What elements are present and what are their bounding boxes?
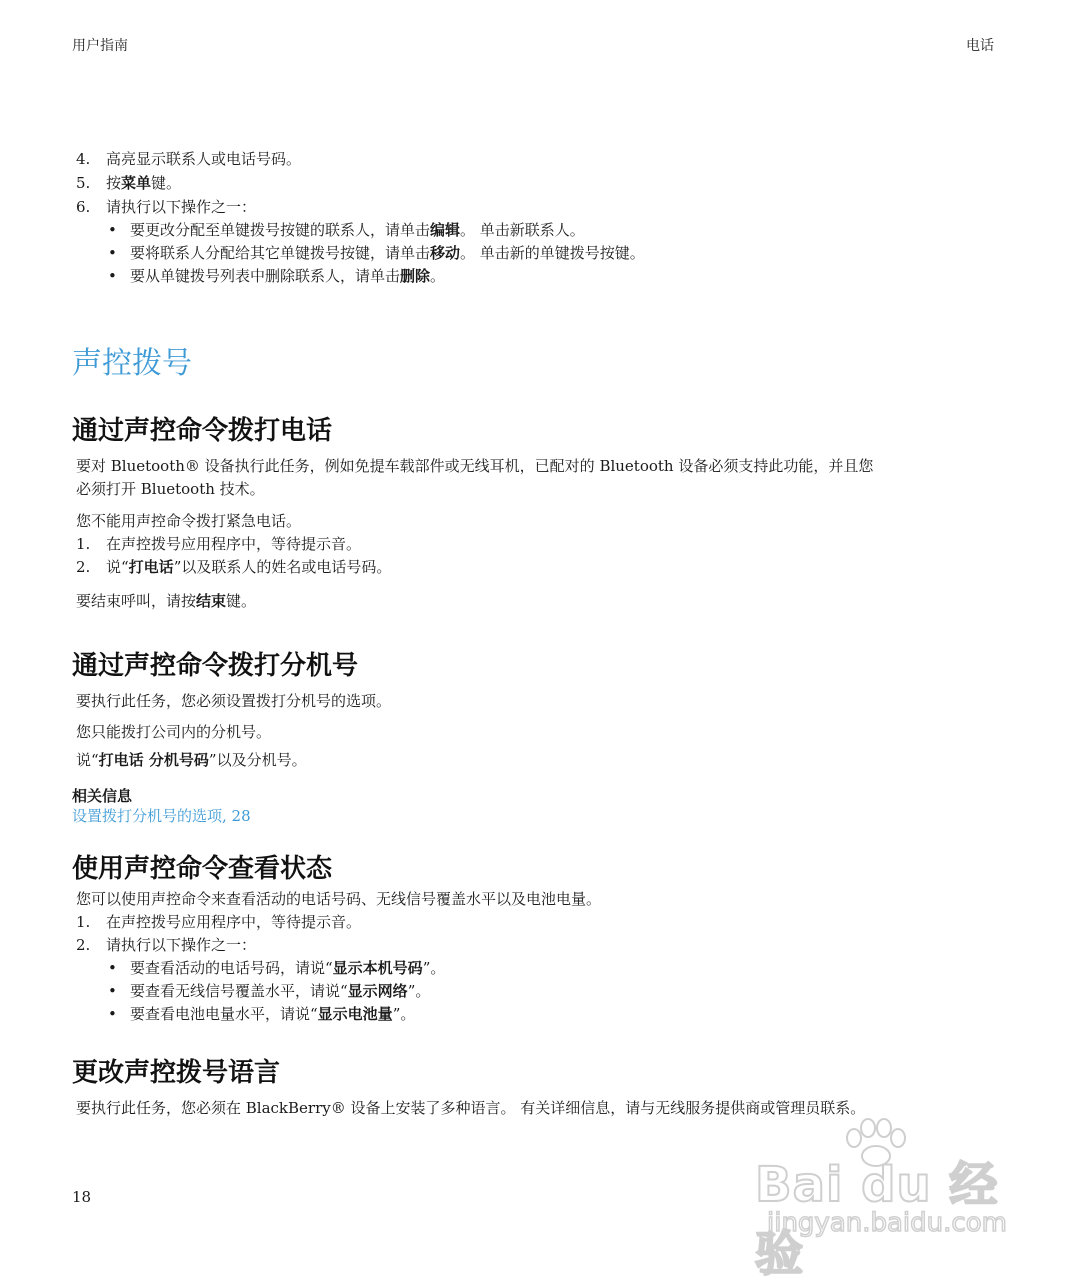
- header-chapter-title: 电话: [966, 38, 994, 54]
- list-item: 1. 在声控拨号应用程序中，等待提示音。: [76, 913, 362, 931]
- list-item: 2. 请执行以下操作之一：: [76, 936, 257, 954]
- bullet-icon: •: [108, 959, 117, 977]
- subsection-title: 通过声控命令拨打分机号: [72, 651, 359, 681]
- related-info-title: 相关信息: [72, 787, 133, 805]
- related-info-link[interactable]: 设置拨打分机号的选项, 28: [72, 807, 251, 825]
- paragraph-line: 要对 Bluetooth® 设备执行此任务，例如免提车载部件或无线耳机，已配对的 Bluetooth 设备必须支持此功能，并且您: [76, 457, 874, 475]
- bullet-item: • 要查看活动的电话号码，请说“显示本机号码”。: [108, 959, 446, 977]
- bullet-icon: •: [108, 221, 117, 239]
- section-title: 声控拨号: [72, 346, 192, 381]
- subsection-title: 更改声控拨号语言: [72, 1058, 281, 1088]
- bullet-item: • 要更改分配至单键拨号按键的联系人，请单击编辑。 单击新联系人。: [108, 221, 585, 239]
- watermark-url: jingyan.baidu.com: [767, 1208, 1007, 1238]
- paragraph: 您可以使用声控命令来查看活动的电话号码、无线信号覆盖水平以及电池电量。: [76, 890, 602, 908]
- paragraph: 要执行此任务，您必须设置拨打分机号的选项。: [76, 692, 392, 710]
- list-item: 1. 在声控拨号应用程序中，等待提示音。: [76, 535, 362, 553]
- header-guide-title: 用户指南: [72, 38, 128, 54]
- paragraph-line: 必须打开 Bluetooth 技术。: [76, 480, 265, 498]
- paragraph: 要执行此任务，您必须在 BlackBerry® 设备上安装了多种语言。 有关详细信息，请与无线服务提供商或管理员联系。: [76, 1099, 866, 1117]
- subsection-title: 使用声控命令查看状态: [72, 854, 333, 884]
- subsection-title: 通过声控命令拨打电话: [72, 416, 333, 446]
- bullet-item: • 要从单键拨号列表中删除联系人，请单击删除。: [108, 267, 446, 285]
- bullet-icon: •: [108, 1005, 117, 1023]
- page-number: 18: [72, 1188, 92, 1206]
- list-item: 5. 按菜单键。: [76, 174, 182, 192]
- bullet-item: • 要查看无线信号覆盖水平，请说“显示网络”。: [108, 982, 431, 1000]
- bullet-item: • 要查看电池电量水平，请说“显示电池量”。: [108, 1005, 416, 1023]
- list-item: 2. 说“打电话”以及联系人的姓名或电话号码。: [76, 558, 392, 576]
- baidu-jingyan-watermark: [755, 1118, 1007, 1282]
- bullet-icon: •: [108, 244, 117, 262]
- bullet-icon: •: [108, 267, 117, 285]
- list-item: 4. 高亮显示联系人或电话号码。: [76, 150, 302, 168]
- bullet-icon: •: [108, 982, 117, 1000]
- list-item: 6. 请执行以下操作之一：: [76, 198, 257, 216]
- bullet-item: • 要将联系人分配给其它单键拨号按键，请单击移动。 单击新的单键拨号按键。: [108, 244, 645, 262]
- paragraph: 说“打电话 分机号码”以及分机号。: [76, 751, 307, 769]
- paragraph: 要结束呼叫，请按结束键。: [76, 592, 257, 610]
- watermark-main: Bai du 经验: [755, 1157, 999, 1282]
- paragraph: 您只能拨打公司内的分机号。: [76, 723, 272, 741]
- paragraph: 您不能用声控命令拨打紧急电话。: [76, 512, 302, 530]
